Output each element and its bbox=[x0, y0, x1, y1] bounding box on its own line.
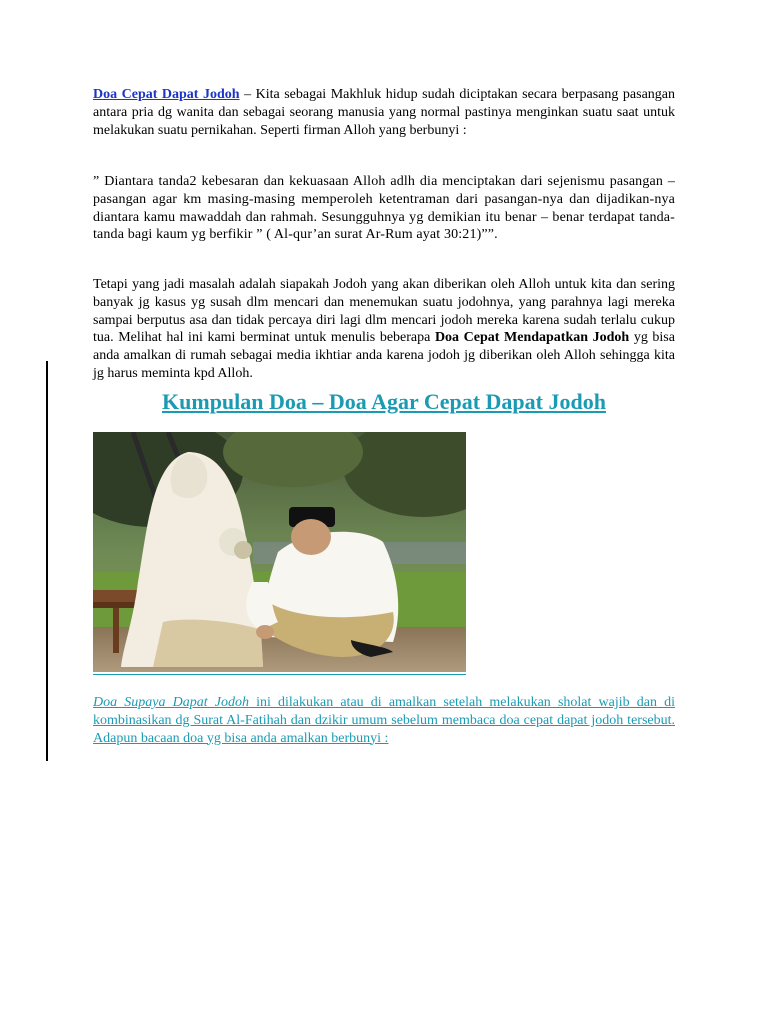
intro-link[interactable]: Doa Cepat Dapat Jodoh bbox=[93, 87, 240, 102]
intro-paragraph bbox=[93, 86, 675, 139]
body-paragraph bbox=[93, 276, 675, 383]
margin-bar bbox=[46, 361, 48, 761]
section-heading[interactable]: Kumpulan Doa – Doa Agar Cepat Dapat Jodoh bbox=[162, 389, 606, 414]
body-bold-phrase: Doa Cepat Mendapatkan Jodoh bbox=[434, 330, 630, 346]
wedding-photo bbox=[93, 432, 466, 672]
caption-text[interactable]: ini dilakukan atau di amalkan setelah melakukan sholat wajib dan di kombinasikan dg Surat Al-Fatihah dan dzikir umum sebelum membaca doa cepat dapat jodoh tersebut. Adapun bacaan doa yg bisa anda amalkan berbunyi : bbox=[93, 695, 675, 746]
intro-text: – Kita sebagai Makhluk hidup sudah diciptakan secara berpasang pasangan antara pria dg wanita dan sebagai seorang manusia yang normal pastinya menginkan suatu saat untuk melakukan suatu pernikahan. Seperti firman Alloh yang berbunyi : bbox=[93, 87, 675, 138]
photo-underline bbox=[93, 674, 466, 675]
caption-link-italic[interactable]: Doa Supaya Dapat Jodoh bbox=[93, 695, 249, 710]
body-text-end: yg bisa anda amalkan di rumah sebagai media ikhtiar anda karena jodoh jg diberikan oleh Alloh sehingga kita jg harus meminta kpd Alloh. bbox=[93, 330, 675, 381]
quote-paragraph: ” Diantara tanda2 kebesaran dan kekuasaan Alloh adlh dia menciptakan dari sejenismu pasangan – pasangan agar km masing-masing memperoleh ketentraman dari pasangan-nya dan dijadikan-nya diantara kamu mawaddah dan rahmah. Sesungguhnya yg demikian itu benar – benar terdapat tanda-tanda bagi kaum yg berfikir ” ( Al-qur’an surat Ar-Rum ayat 30:21)””. bbox=[93, 174, 675, 243]
body-text-start: Tetapi yang jadi masalah adalah siapakah Jodoh yang akan diberikan oleh Alloh untuk kita dan sering banyak jg kasus yg susah dlm mencari dan menemukan suatu jodohnya, yang parahnya lagi mereka sampai berputus asa dan tidak percaya diri lagi dlm mencari jodoh mereka karena sudah terlalu cukup tua. Melihat hal ini kami berminat untuk menulis beberapa bbox=[93, 277, 675, 346]
caption-paragraph bbox=[93, 694, 675, 747]
